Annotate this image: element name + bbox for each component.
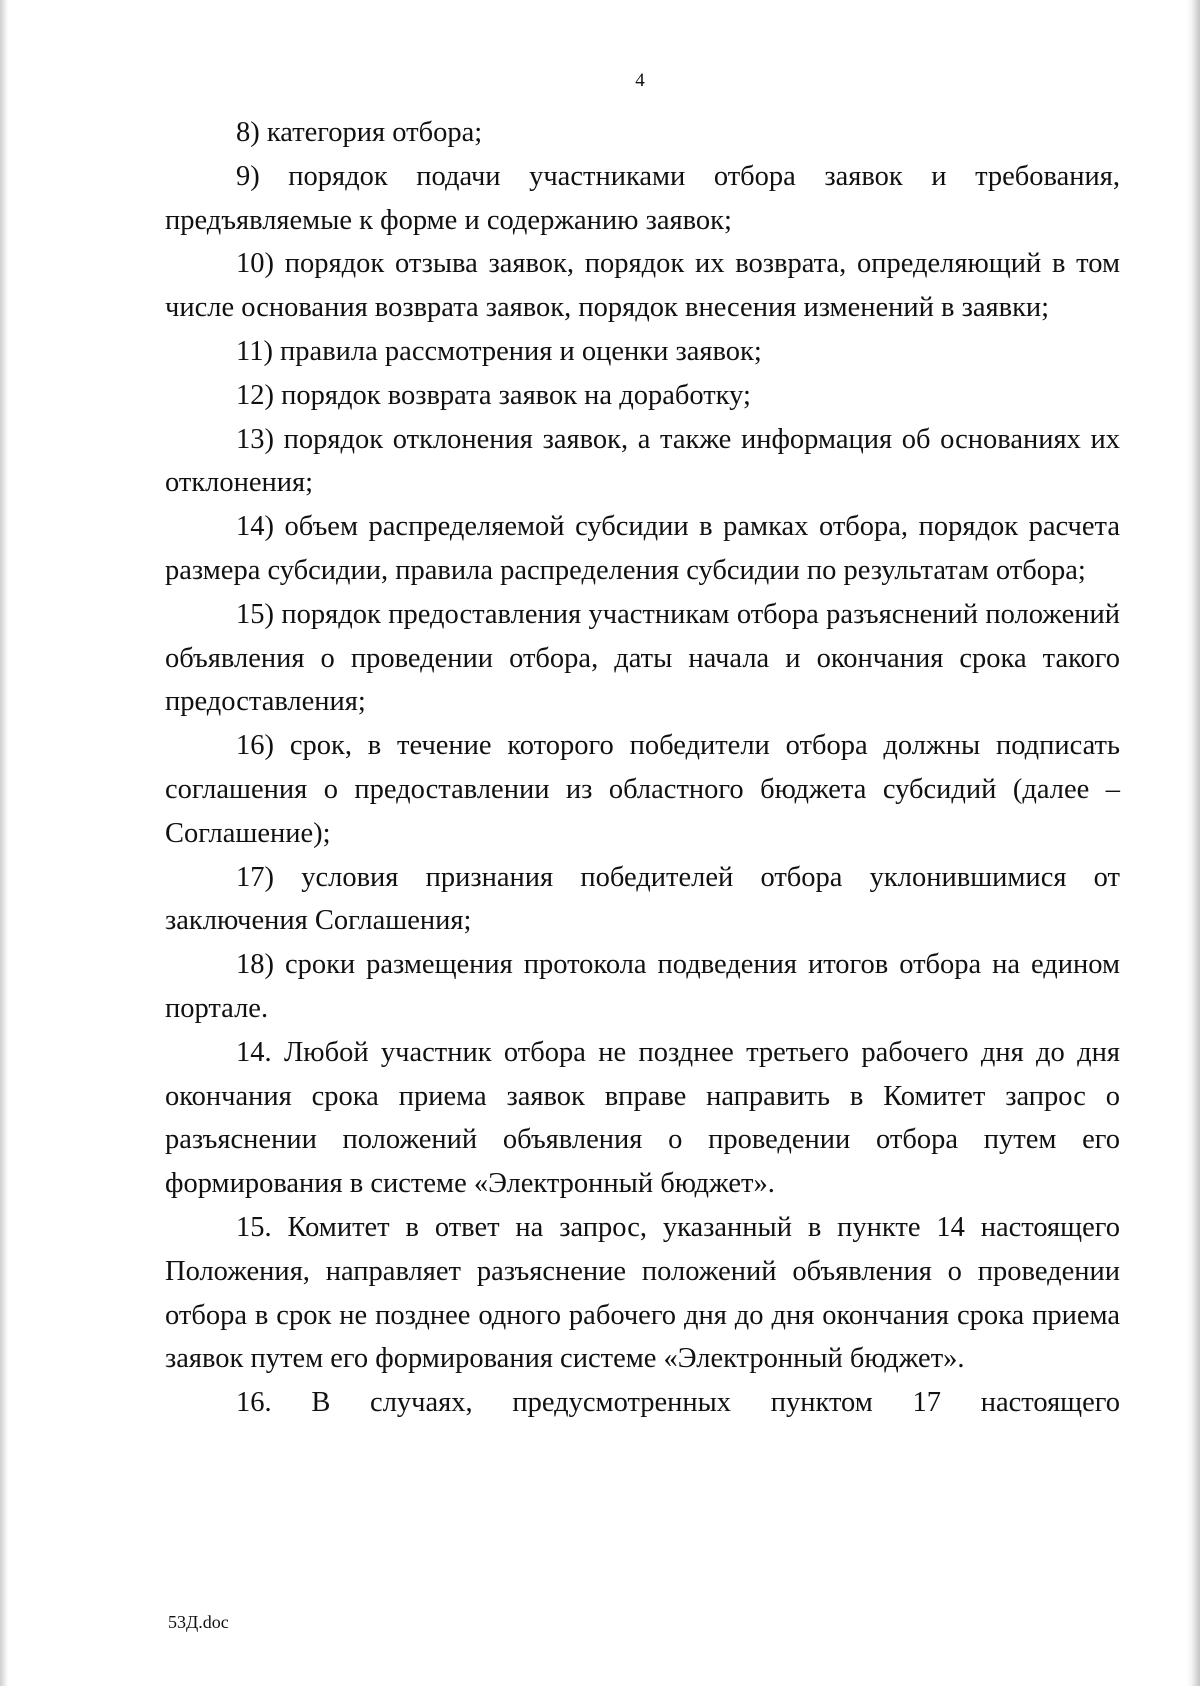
list-item-16: 16) срок, в течение которого победители отбора должны подписать соглашения о предоставлении из областного бюджета субсидий (далее – Соглашение);: [165, 730, 1120, 849]
list-item-15: 15) порядок предоставления участникам отбора разъяснений положений объявления о проведении отбора, даты начала и окончания срока такого предоставления;: [165, 598, 1120, 718]
list-item-11: 11) правила рассмотрения и оценки заявок;: [236, 335, 762, 367]
clause-14: 14. Любой участник отбора не позднее третьего рабочего дня до дня окончания срока приема заявок вправе направить в Комитет запрос о разъяснении положений объявления о проведении отбора путем его формирования в системе «Электронный бюджет».: [165, 1036, 1120, 1200]
document-body: [165, 111, 1120, 1425]
clause-15: 15. Комитет в ответ на запрос, указанный в пункте 14 настоящего Положения, направляет разъяснение положений объявления о проведении отбора в срок не позднее одного рабочего дня до дня окончания срока приема заявок путем его формирования системе «Электронный бюджет».: [165, 1211, 1120, 1375]
scan-edge-left: [0, 0, 8, 1686]
list-item-14: 14) объем распределяемой субсидии в рамках отбора, порядок расчета размера субсидии, правила распределения субсидии по результатам отбора;: [165, 511, 1120, 586]
list-item-8: 8) категория отбора;: [236, 117, 483, 148]
clause-16: 16. В случаях, предусмотренных пунктом 17 настоящего: [236, 1387, 1120, 1419]
list-item-9: 9) порядок подачи участниками отбора заявок и требования, предъявляемые к форме и содержанию заявок;: [165, 160, 1120, 236]
page-number: 4: [635, 70, 645, 91]
footer-filename: 53Д.doc: [168, 1612, 229, 1632]
list-item-12: 12) порядок возврата заявок на доработку;: [236, 379, 751, 411]
list-item-18: 18) сроки размещения протокола подведения итогов отбора на едином портале.: [165, 949, 1120, 1024]
scan-edge-right: [1186, 0, 1200, 1686]
list-item-17: 17) условия признания победителей отбора уклонившимися от заключения Соглашения;: [165, 861, 1120, 937]
list-item-13: 13) порядок отклонения заявок, а также информация об основаниях их отклонения;: [165, 423, 1120, 499]
list-item-10: 10) порядок отзыва заявок, порядок их возврата, определяющий в том числе основания возврата заявок, порядок внесения изменений в заявки;: [165, 248, 1120, 324]
